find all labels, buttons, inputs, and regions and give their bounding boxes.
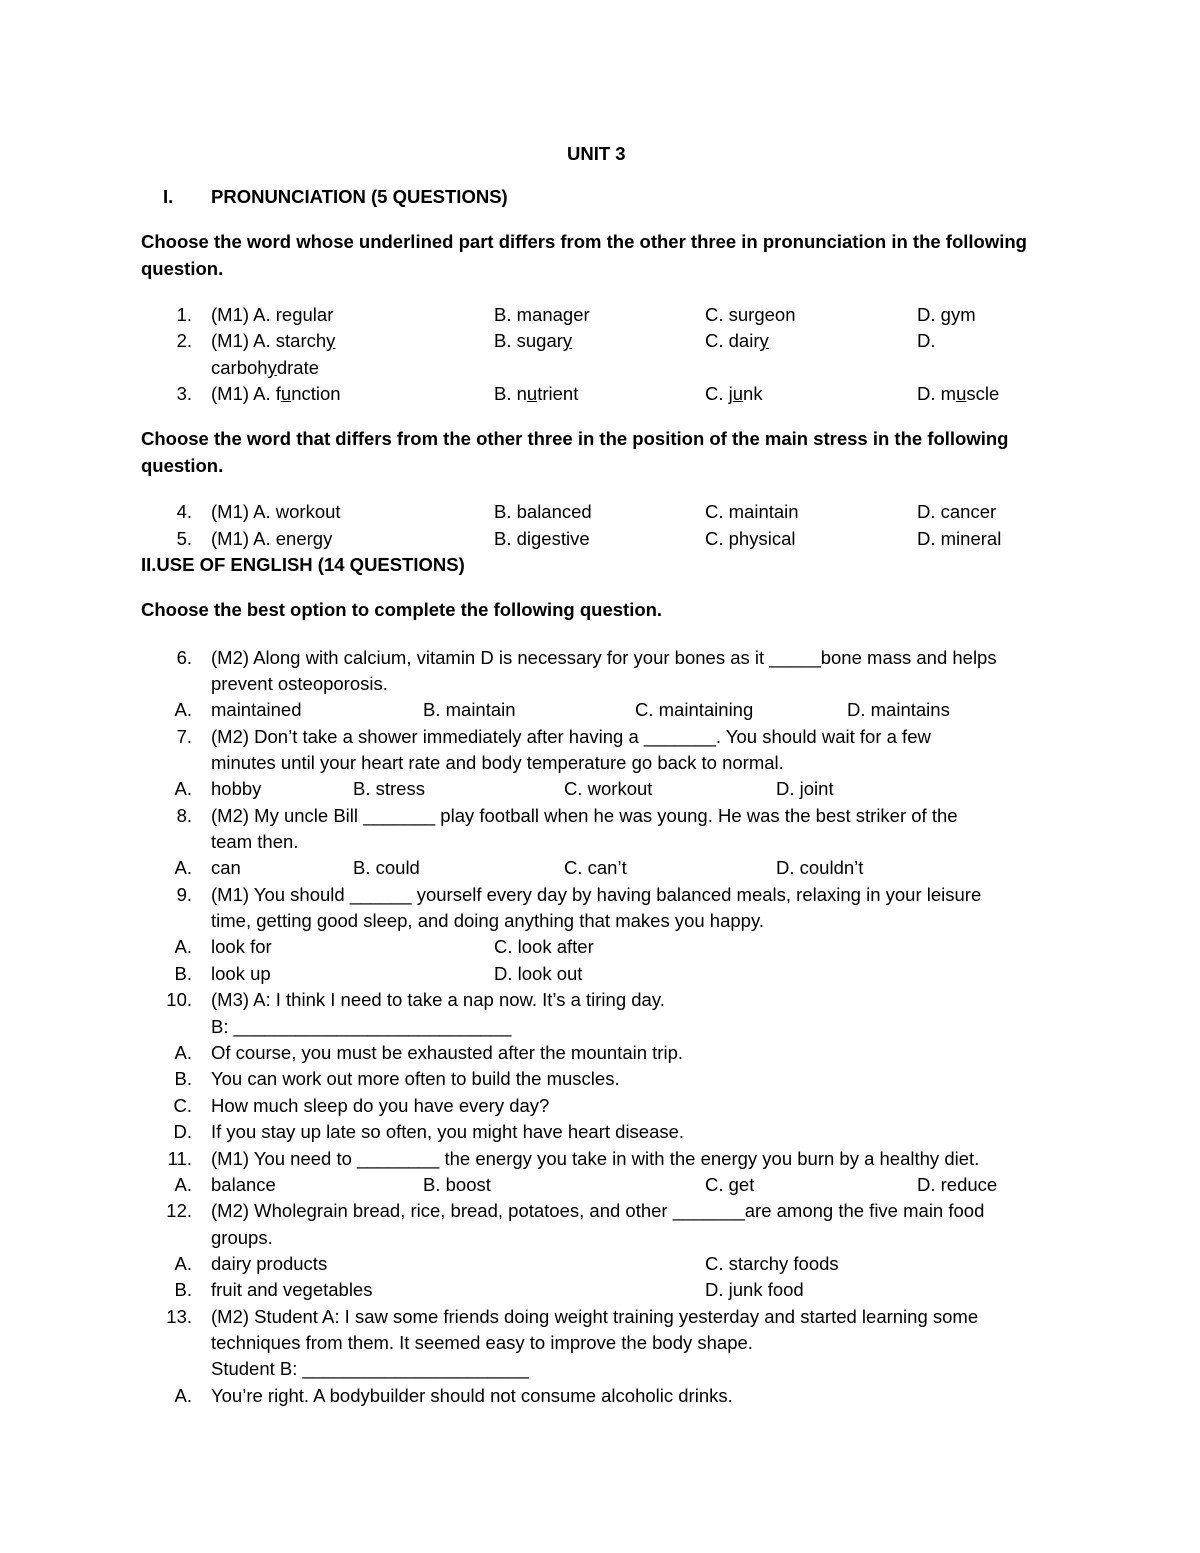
question-6-option-a: maintained: [211, 699, 302, 720]
instruction-1-line-1: Choose the word whose underlined part differs from the other three in pronunciation in the following: [141, 231, 1027, 252]
question-9-number: 9.: [176, 884, 192, 905]
question-12-number: 12.: [166, 1200, 192, 1221]
section-1-title: PRONUNCIATION (5 QUESTIONS): [211, 186, 508, 207]
question-10-option-a: Of course, you must be exhausted after the mountain trip.: [211, 1042, 684, 1063]
question-9-option-b: look up: [211, 963, 271, 984]
question-7-option-c: C. workout: [564, 778, 653, 799]
question-1-option-d: D. gym: [917, 304, 976, 325]
question-13-line-1: (M2) Student A: I saw some friends doing weight training yesterday and started learning some: [211, 1306, 979, 1327]
instruction-2-line-1: Choose the word that differs from the other three in the position of the main stress in the following: [141, 428, 1009, 449]
question-7-number: 7.: [176, 726, 192, 747]
question-4-number: 4.: [176, 501, 192, 522]
question-13-line-2: techniques from them. It seemed easy to improve the body shape.: [211, 1332, 753, 1353]
question-12-option-c: C. starchy foods: [705, 1253, 839, 1274]
question-5-option-b: B. digestive: [494, 528, 590, 549]
question-4-option-d: D. cancer: [917, 501, 997, 522]
question-9-option-b-letter: B.: [174, 963, 192, 984]
question-13-line-3: Student B: ______________________: [211, 1358, 529, 1379]
question-12-option-b-letter: B.: [174, 1279, 192, 1300]
question-11-option-d: D. reduce: [917, 1174, 998, 1195]
question-2-number: 2.: [176, 330, 192, 351]
question-1-option-c: C. surgeon: [705, 304, 796, 325]
question-9-line-1: (M1) You should ______ yourself every day by having balanced meals, relaxing in your leisure: [211, 884, 982, 905]
question-10-option-c-letter: C.: [173, 1095, 192, 1116]
question-7-line-2: minutes until your heart rate and body temperature go back to normal.: [211, 752, 784, 773]
question-5-option-a: (M1) A. energy: [211, 528, 333, 549]
question-10-option-a-letter: A.: [174, 1042, 192, 1063]
question-11-option-c: C. get: [705, 1174, 755, 1195]
question-7-option-a: hobby: [211, 778, 262, 799]
section-2-title: II.USE OF ENGLISH (14 QUESTIONS): [141, 554, 465, 575]
question-9-option-a: look for: [211, 936, 272, 957]
question-13-option-a: You’re right. A bodybuilder should not consume alcoholic drinks.: [211, 1385, 733, 1406]
question-10-option-d-letter: D.: [173, 1121, 192, 1142]
question-11-option-b: B. boost: [423, 1174, 491, 1195]
question-6-option-d: D. maintains: [847, 699, 950, 720]
question-12-option-a: dairy products: [211, 1253, 328, 1274]
question-11-option-a-letter: A.: [174, 1174, 192, 1195]
question-8-line-1: (M2) My uncle Bill _______ play football when he was young. He was the best striker of the: [211, 805, 958, 826]
question-6-option-c: C. maintaining: [635, 699, 754, 720]
question-13-option-a-letter: A.: [174, 1385, 192, 1406]
question-4-option-c: C. maintain: [705, 501, 799, 522]
question-6-line-2: prevent osteoporosis.: [211, 673, 388, 694]
question-3-option-b: B. nutrient: [494, 383, 579, 404]
question-9-line-2: time, getting good sleep, and doing anything that makes you happy.: [211, 910, 764, 931]
question-2-option-d: D.: [917, 330, 936, 351]
question-1-option-a: (M1) A. regular: [211, 304, 334, 325]
question-2-option-b: B. sugary: [494, 330, 573, 351]
question-8-option-d: D. couldn’t: [776, 857, 864, 878]
question-8-option-a-letter: A.: [174, 857, 192, 878]
question-8-line-2: team then.: [211, 831, 299, 852]
question-7-option-b: B. stress: [353, 778, 425, 799]
question-4-option-a: (M1) A. workout: [211, 501, 341, 522]
question-7-line-1: (M2) Don’t take a shower immediately after having a _______. You should wait for a few: [211, 726, 931, 747]
question-9-option-d: D. look out: [494, 963, 583, 984]
question-5-option-c: C. physical: [705, 528, 796, 549]
question-11-number: 11.: [167, 1148, 192, 1169]
instruction-3: Choose the best option to complete the following question.: [141, 599, 663, 620]
question-8-option-b: B. could: [353, 857, 420, 878]
question-8-option-a: can: [211, 857, 241, 878]
question-10-number: 10.: [166, 989, 192, 1010]
question-3-number: 3.: [176, 383, 192, 404]
question-6-option-b: B. maintain: [423, 699, 516, 720]
question-5-number: 5.: [176, 528, 192, 549]
question-3-option-d: D. muscle: [917, 383, 1000, 404]
question-2-option-d-word: carbohydrate: [211, 357, 319, 378]
question-10-line-2: B: ___________________________: [211, 1016, 512, 1037]
question-6-number: 6.: [176, 647, 192, 668]
question-10-option-c: How much sleep do you have every day?: [211, 1095, 550, 1116]
question-12-option-a-letter: A.: [174, 1253, 192, 1274]
question-6-option-a-letter: A.: [174, 699, 192, 720]
question-4-option-b: B. balanced: [494, 501, 592, 522]
question-12-line-2: groups.: [211, 1227, 273, 1248]
question-8-number: 8.: [176, 805, 192, 826]
question-2-option-c: C. dairy: [705, 330, 769, 351]
section-1-number: I.: [163, 186, 174, 207]
question-10-option-d: If you stay up late so often, you might have heart disease.: [211, 1121, 685, 1142]
question-1-option-b: B. manager: [494, 304, 590, 325]
question-11-option-a: balance: [211, 1174, 276, 1195]
question-3-option-a: (M1) A. function: [211, 383, 341, 404]
question-12-line-1: (M2) Wholegrain bread, rice, bread, potatoes, and other _______are among the five main food: [211, 1200, 985, 1221]
question-12-option-b: fruit and vegetables: [211, 1279, 373, 1300]
question-10-option-b-letter: B.: [174, 1068, 192, 1089]
question-8-option-c: C. can’t: [564, 857, 627, 878]
question-10-line-1: (M3) A: I think I need to take a nap now. It’s a tiring day.: [211, 989, 665, 1010]
question-12-option-d: D. junk food: [705, 1279, 804, 1300]
question-9-option-a-letter: A.: [174, 936, 192, 957]
question-5-option-d: D. mineral: [917, 528, 1002, 549]
instruction-1-line-2: question.: [141, 258, 224, 279]
question-7-option-d: D. joint: [776, 778, 834, 799]
question-13-number: 13.: [166, 1306, 192, 1327]
question-7-option-a-letter: A.: [174, 778, 192, 799]
question-6-line-1: (M2) Along with calcium, vitamin D is necessary for your bones as it _____bone mass and helps: [211, 647, 997, 668]
question-3-option-c: C. junk: [705, 383, 763, 404]
question-11-line-1: (M1) You need to ________ the energy you take in with the energy you burn by a healthy diet.: [211, 1148, 980, 1169]
question-10-option-b: You can work out more often to build the muscles.: [211, 1068, 620, 1089]
question-9-option-c: C. look after: [494, 936, 594, 957]
page-title: UNIT 3: [567, 143, 626, 164]
question-2-option-a: (M1) A. starchy: [211, 330, 336, 351]
question-1-number: 1.: [176, 304, 192, 325]
instruction-2-line-2: question.: [141, 455, 224, 476]
